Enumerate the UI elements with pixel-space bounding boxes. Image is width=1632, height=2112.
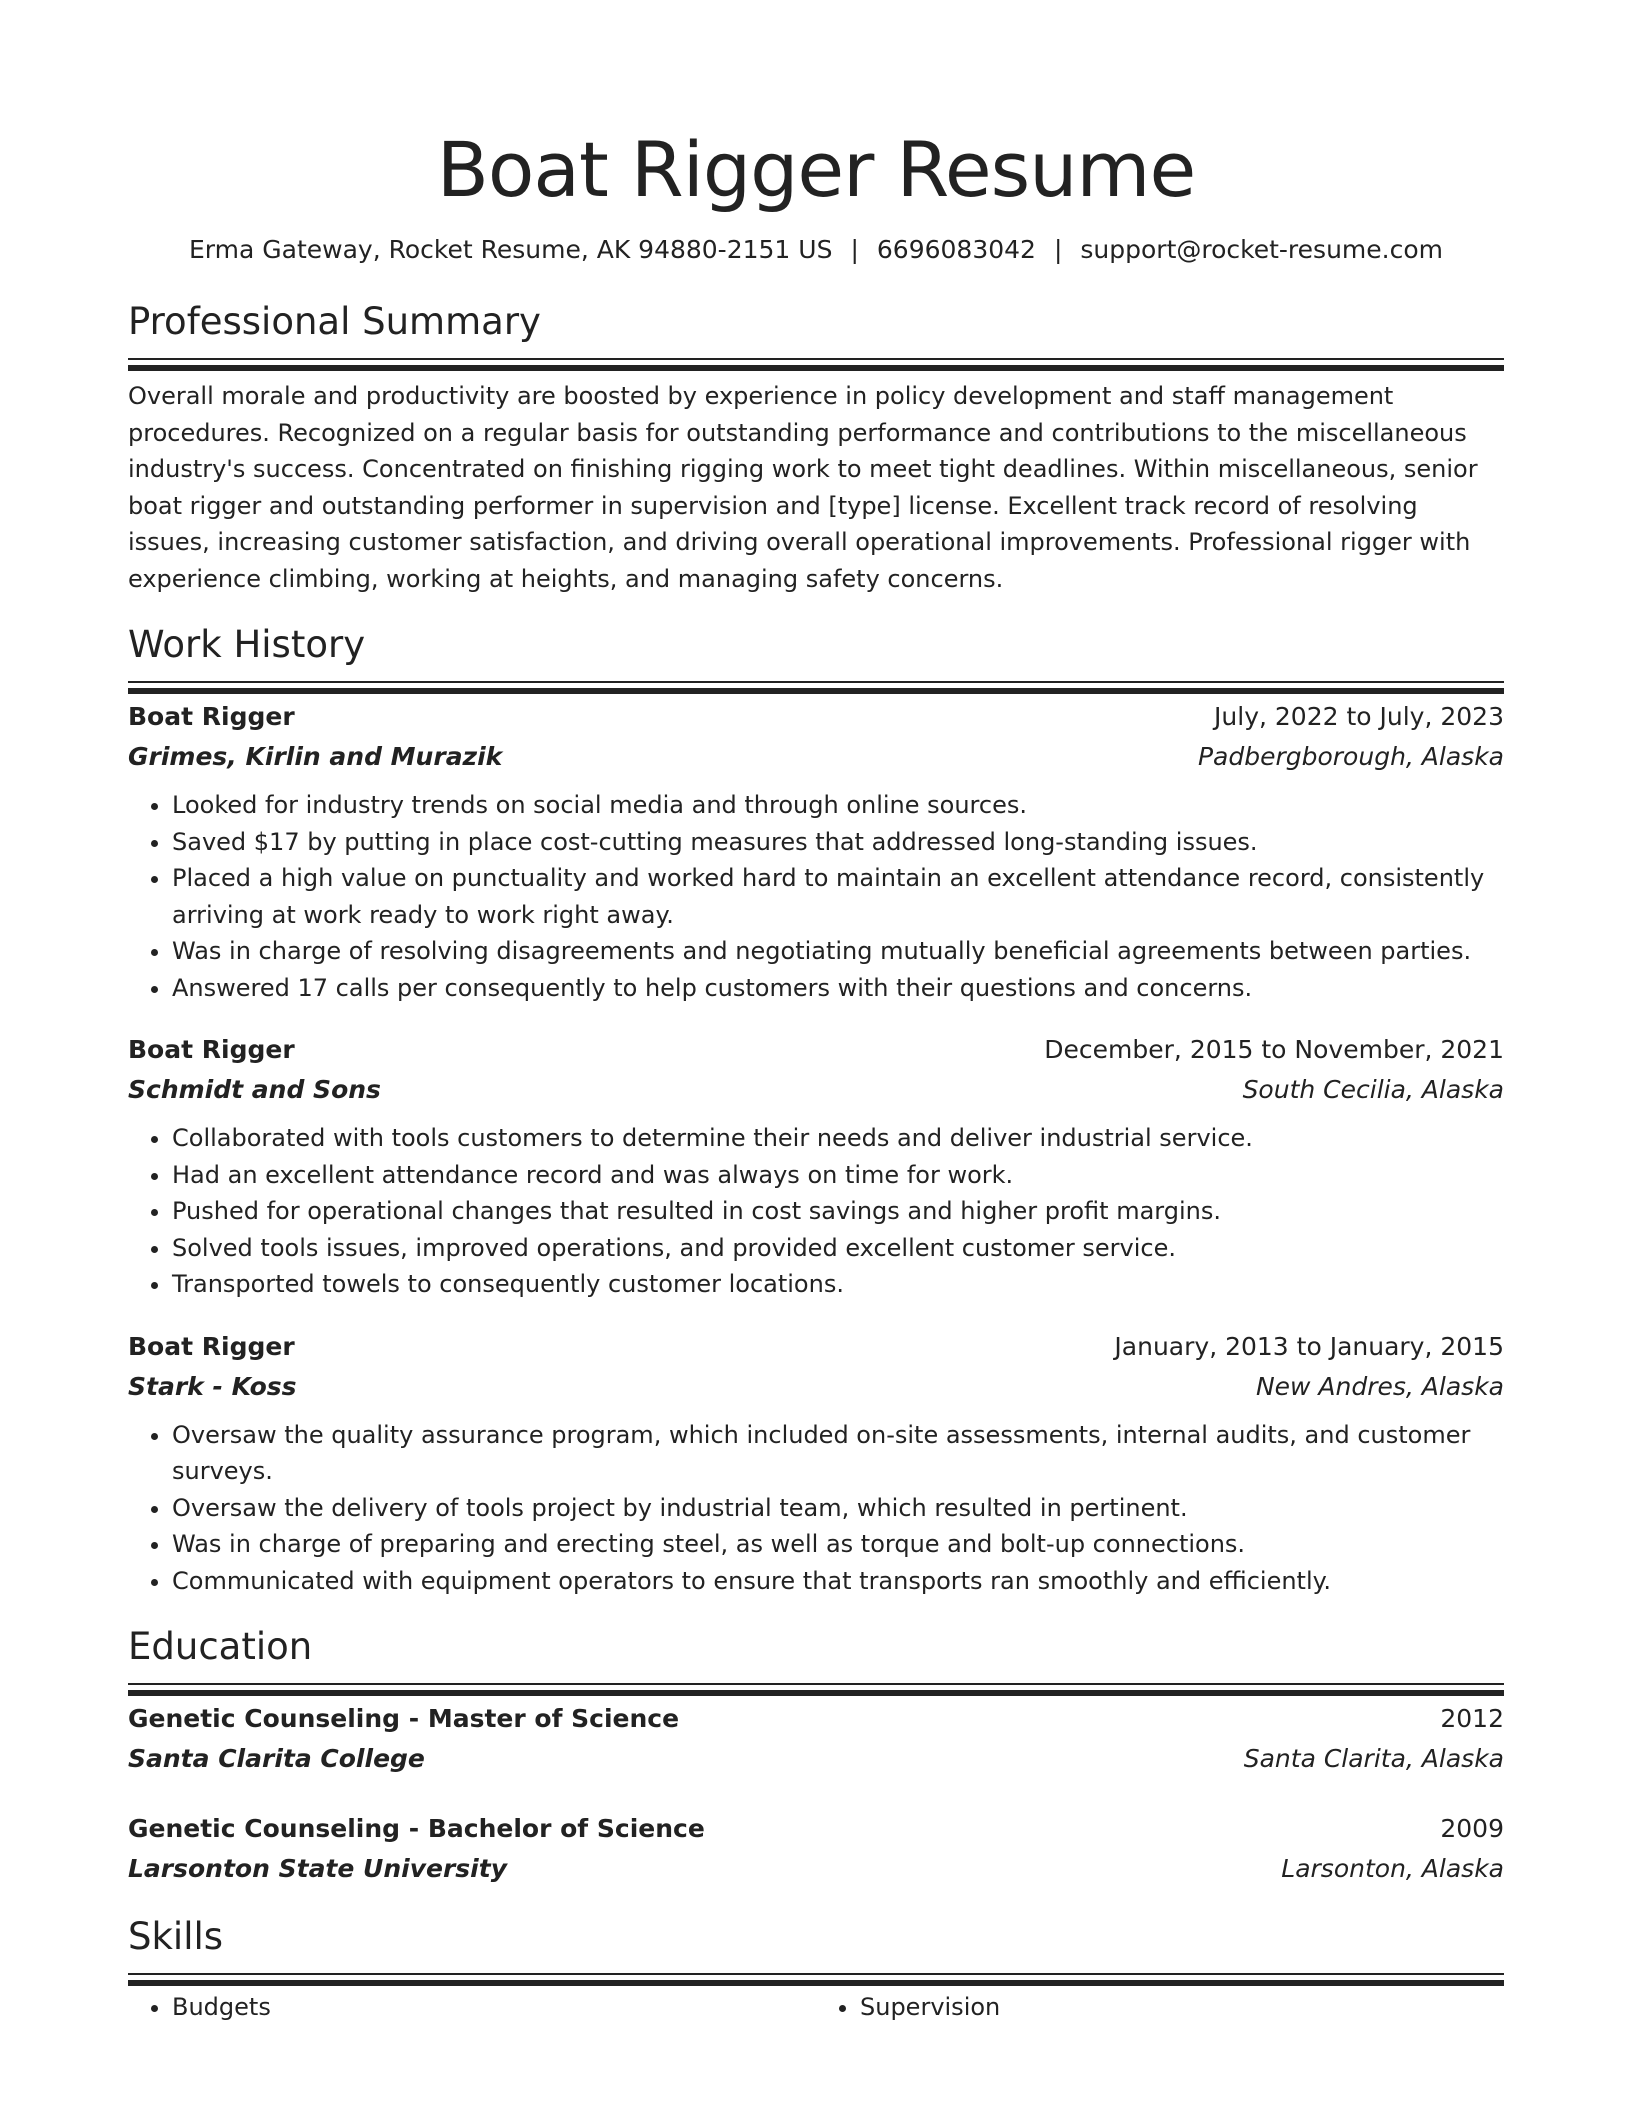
list-item: • Placed a high value on punctuality and worked hard to maintain an excellent attendance record, consistently arriving at work ready to work right away. (172, 860, 1504, 933)
education-year: 2009 (1440, 1814, 1504, 1843)
education-entry (128, 1809, 1504, 1889)
list-item: • Had an excellent attendance record and was always on time for work. (172, 1157, 1504, 1194)
list-item: • Saved $17 by putting in place cost-cutting measures that addressed long-standing issues. (172, 824, 1504, 861)
job-company: Schmidt and Sons (128, 1075, 381, 1104)
contact-email: support@rocket-resume.com (1080, 235, 1443, 264)
summary-section (128, 296, 1504, 597)
resume-title: Boat Rigger Resume (436, 125, 1196, 214)
education-location: Larsonton, Alaska (1281, 1854, 1504, 1883)
job-entry (128, 1030, 1504, 1303)
job-bullets (128, 1120, 1504, 1303)
skill-item: • Supervision (860, 1989, 1504, 2025)
list-item: • Looked for industry trends on social media and through online sources. (172, 787, 1504, 824)
job-title: Boat Rigger (128, 1331, 295, 1361)
contact-separator: | (1053, 235, 1063, 264)
section-rule (128, 681, 1504, 683)
skills-column-right (816, 1989, 1504, 2025)
education-degree: Genetic Counseling - Master of Science (128, 1704, 680, 1733)
list-item: • Solved tools issues, improved operations, and provided excellent customer service. (172, 1230, 1504, 1267)
education-entry (128, 1699, 1504, 1779)
education-degree: Genetic Counseling - Bachelor of Science (128, 1814, 705, 1843)
job-bullets (128, 1417, 1504, 1600)
work-section (128, 619, 1504, 1599)
job-dates: July, 2022 to July, 2023 (1214, 702, 1504, 731)
list-item: • Collaborated with tools customers to determine their needs and deliver industrial service. (172, 1120, 1504, 1157)
job-bullets (128, 787, 1504, 1006)
list-item: • Oversaw the quality assurance program, which included on-site assessments, internal audits, and customer surveys. (172, 1417, 1504, 1490)
contact-address: Erma Gateway, Rocket Resume, AK 94880-2151 US (189, 235, 833, 264)
job-entry (128, 697, 1504, 1006)
section-heading-skills: Skills (128, 1915, 224, 1958)
skill-item: • Budgets (172, 1989, 816, 2025)
list-item: • Pushed for operational changes that resulted in cost savings and higher profit margins. (172, 1193, 1504, 1230)
list-item: • Communicated with equipment operators to ensure that transports ran smoothly and efficiently. (172, 1563, 1504, 1600)
skills-column-left (128, 1989, 816, 2025)
education-section (128, 1621, 1504, 1889)
job-dates: December, 2015 to November, 2021 (1044, 1035, 1504, 1064)
section-rule (128, 1683, 1504, 1685)
education-school: Larsonton State University (128, 1854, 507, 1883)
job-title: Boat Rigger (128, 702, 295, 731)
skills-section (128, 1911, 1504, 2025)
job-dates: January, 2013 to January, 2015 (1114, 1331, 1504, 1361)
education-year: 2012 (1440, 1704, 1504, 1733)
skills-list (128, 1989, 1504, 2025)
education-location: Santa Clarita, Alaska (1243, 1744, 1504, 1773)
list-item: • Was in charge of resolving disagreements and negotiating mutually beneficial agreements between parties. (172, 933, 1504, 970)
job-location: South Cecilia, Alaska (1242, 1075, 1504, 1104)
education-school: Santa Clarita College (128, 1744, 425, 1773)
job-company: Stark - Koss (128, 1371, 297, 1401)
list-item: • Oversaw the delivery of tools project by industrial team, which resulted in pertinent. (172, 1490, 1504, 1527)
contact-phone: 6696083042 (876, 235, 1036, 264)
section-heading-summary: Professional Summary (128, 300, 541, 343)
job-company: Grimes, Kirlin and Murazik (128, 742, 503, 771)
contact-line (128, 230, 1504, 270)
job-location: New Andres, Alaska (1255, 1371, 1504, 1401)
list-item: • Transported towels to consequently customer locations. (172, 1266, 1504, 1303)
section-heading-work: Work History (128, 623, 366, 666)
resume-page (128, 120, 1504, 2025)
summary-text: Overall morale and productivity are boosted by experience in policy development and staff management procedures. Recognized on a regular basis for outstanding performance and contributions to the miscellaneous industry's success. Concentrated on finishing rigging work to meet tight deadlines. Within miscellaneous, senior boat rigger and outstanding performer in supervision and [type] license. Excellent track record of resolving issues, increasing customer satisfaction, and driving overall operational improvements. Professional rigger with experience climbing, working at heights, and managing safety concerns. (128, 382, 1478, 593)
job-location: Padbergborough, Alaska (1197, 742, 1504, 771)
job-entry (128, 1327, 1504, 1600)
list-item: • Was in charge of preparing and erecting steel, as well as torque and bolt-up connections. (172, 1526, 1504, 1563)
section-heading-education: Education (128, 1625, 313, 1668)
section-rule (128, 1973, 1504, 1975)
contact-separator: | (850, 235, 859, 264)
section-rule (128, 358, 1504, 360)
job-title: Boat Rigger (128, 1035, 295, 1064)
list-item: • Answered 17 calls per consequently to help customers with their questions and concerns. (172, 970, 1504, 1007)
